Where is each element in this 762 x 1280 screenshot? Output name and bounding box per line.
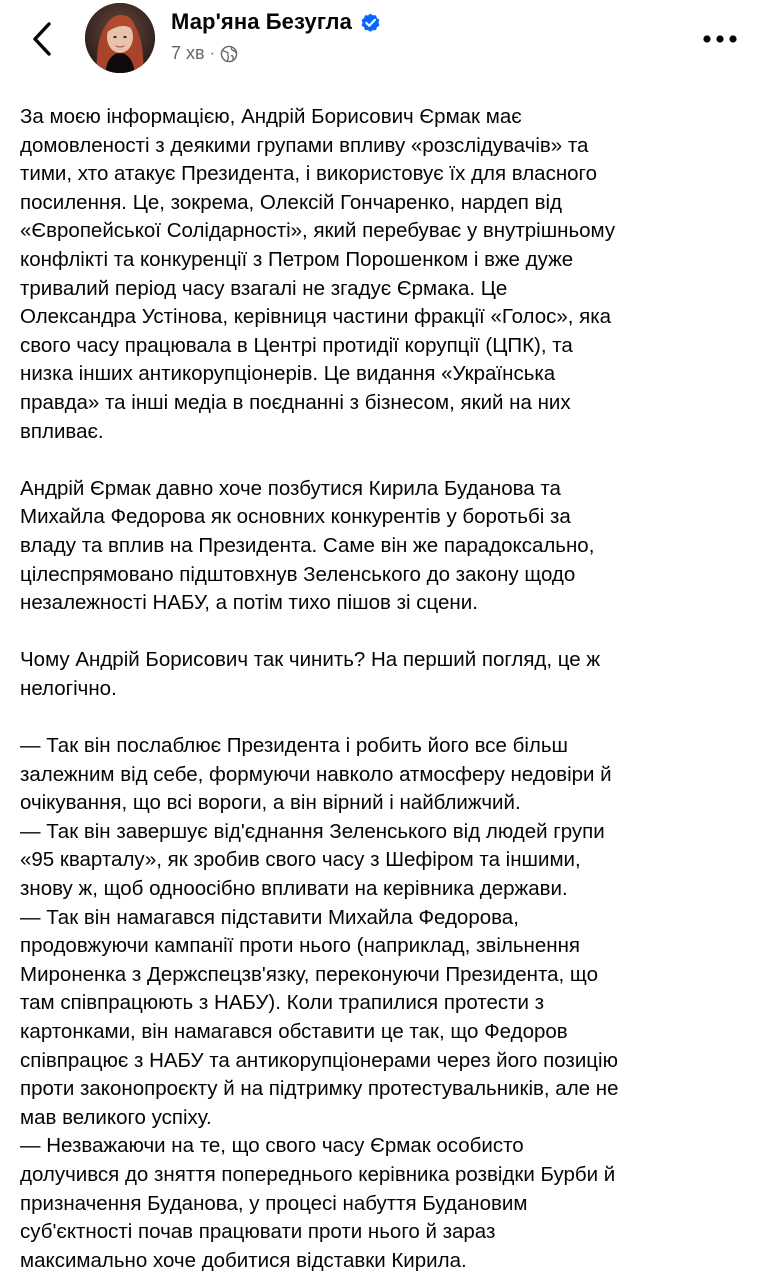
meta-separator: · bbox=[209, 44, 215, 62]
post-paragraph-2: Андрій Єрмак давно хоче позбутися Кирила Буданова та Михайла Федорова як основних конкурентів у боротьбі за владу та вплив на Президента. Саме він же парадоксально, цілеспрямовано підштовхнув Зеленського до закону щодо незалежності НАБУ, а потім тихо пішов зі сцени. bbox=[20, 476, 595, 615]
post-paragraph-4: — Так він послаблює Президента і робить його все більш залежним від себе, формуючи навколо атмосферу недовіри й очікування, що всі вороги, а він вірний і найближчий. — Так він завершує від'єднання Зеленського від людей групи «95 кварталу», як зробив свого часу з Шефіром та іншими, знову ж, щоб одноосібно впливати на керівника держави. — Так він намагався підставити Михайла Федорова, продовжуючи кампанії проти нього (наприклад, звільнення Мироненка з Держспецзв'язку, переконуючи Президента, що там співпрацюють з НАБУ). Коли трапилися протести з картонками, він намагався обставити це так, що Федоров співпрацює з НАБУ та антикорупціонерами через його позицію проти законопроєкту й на підтримку протестувальників, але не мав великого успіху. — Незважаючи на те, що свого часу Єрмак особисто долучився до зняття попереднього керівника розвідки Бурби й призначення Буданова, у процесі набуття Будановим суб'єктності почав працювати проти нього й зараз максимально хоче добитися відставки Кирила. bbox=[20, 734, 619, 1272]
post-meta bbox=[171, 43, 238, 64]
post-header bbox=[0, 0, 762, 80]
more-horizontal-icon bbox=[702, 34, 738, 44]
post-paragraph-3: Чому Андрій Борисович так чинить? На перший погляд, це ж нелогічно. bbox=[20, 648, 601, 700]
post-text bbox=[20, 103, 742, 1275]
back-button[interactable] bbox=[24, 14, 60, 64]
profile-photo-icon bbox=[85, 3, 155, 73]
post-time[interactable]: 7 хв bbox=[171, 43, 205, 63]
verified-badge-icon bbox=[359, 11, 382, 34]
avatar[interactable] bbox=[85, 3, 155, 73]
globe-icon bbox=[220, 45, 238, 63]
chevron-left-icon bbox=[31, 21, 53, 57]
author-name[interactable]: Мар'яна Безугла bbox=[171, 9, 352, 34]
more-options-button[interactable] bbox=[700, 26, 740, 52]
author-row bbox=[171, 9, 382, 35]
post-paragraph-1: За моєю інформацією, Андрій Борисович Єрмак має домовленості з деякими групами впливу «розслідувачів» та тими, хто атакує Президента, і використовує їх для власного посилення. Це, зокрема, Олексій Гончаренко, нардеп від «Європейської Солідарності», який перебуває у внутрішньому конфлікті та конкуренції з Петром Порошенком і вже дуже тривалий період часу взагалі не згадує Єрмака. Це Олександра Устінова, керівниця частини фракції «Голос», яка свого часу працювала в Центрі протидії корупції (ЦПК), та низка інших антикорупціонерів. Це видання «Українська правда» та інші медіа в поєднанні з бізнесом, який на них впливає. bbox=[20, 105, 616, 443]
